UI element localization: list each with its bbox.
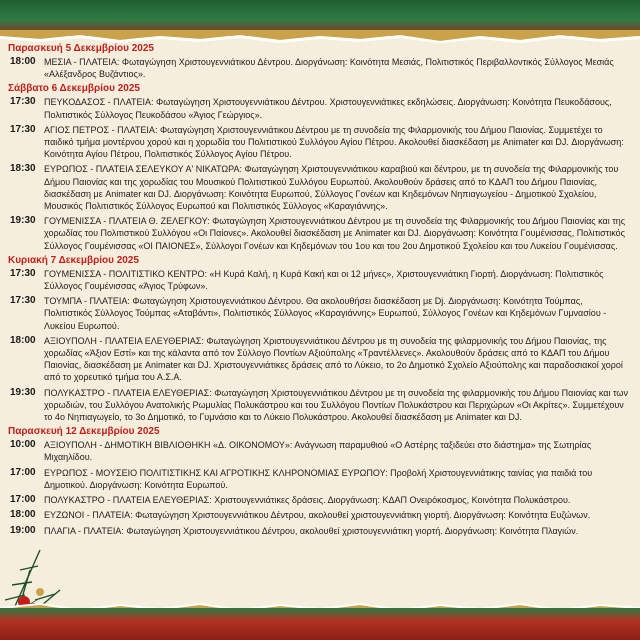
event-description: ΠΕΥΚΟΔΑΣΟΣ - ΠΛΑΤΕΙΑ: Φωταγώγηση Χριστουγεννιάτικου Δέντρου. Χριστουγεννιάτικες εκδηλώσεις. Διοργάνωση: Κοινότητα Πευκοδάσους, Πολιτιστικός Σύλλογος Πευκοδάσου «Άγιος Γεώργιος». [44,97,612,120]
event-description: ΕΥΡΩΠΟΣ - ΜΟΥΣΕΙΟ ΠΟΛΙΤΙΣΤΙΚΗΣ ΚΑΙ ΑΓΡΟΤΙΚΗΣ ΚΛΗΡΟΝΟΜΙΑΣ ΕΥΡΩΠΟΥ: Προβολή Χριστουγεννιάτικης ταινίας για παιδιά του Δημοτικού. Διοργάνωση: Κοινότητα Ευρωπού. [44,467,593,490]
day-title: Σάββατο 6 Δεκεμβρίου 2025 [8,83,140,95]
event-description: ΠΟΛΥΚΑΣΤΡΟ - ΠΛΑΤΕΙΑ ΕΛΕΥΘΕΡΙΑΣ: Χριστουγεννιάτικες δράσεις. Διοργάνωση: ΚΔΑΠ Ονειρόκοσμος, Κοινότητα Πολυκάστρου. [44,495,571,506]
event-row [8,525,630,537]
event-description: ΓΟΥΜΕΝΙΣΣΑ - ΠΟΛΙΤΙΣΤΙΚΟ ΚΕΝΤΡΟ: «Η Κυρά Καλή, η Κυρά Κακή και οι 12 μήνες», Χριστουγεννιάτικη Γιορτή. Διοργάνωση: Πολιτιστικός Σύλλογος Γουμένισσας «Άγιος Τρύφων». [44,268,604,292]
event-description: ΑΓΙΟΣ ΠΕΤΡΟΣ - ΠΛΑΤΕΙΑ: Φωταγώγηση Χριστουγεννιάτικου Δέντρου με τη συνοδεία της Φιλαρμονικής του Δήμου Παιονίας. Συμμετέχει το παιδικό τμήμα μοντέρνου χορού και η χορωδία του Πολιτιστικού Συλλόγου Αγίου Πέτρου. Ακολουθεί διασκέδαση με Animater και DJ. Διοργάνωση: Κοινότητα Αγίου Πέτρου, Πολιτιστικός Σύλλογος Αγίου Πέτρου. [44,124,624,160]
event-row [8,163,630,212]
event-time: 18:30 [10,163,36,175]
event-time: 17:30 [10,96,36,108]
event-time: 18:00 [10,509,36,521]
event-row [8,96,630,120]
event-description: ΓΟΥΜΕΝΙΣΣΑ - ΠΛΑΤΕΙΑ Θ. ΖΕΛΕΓΚΟΥ: Φωταγώγηση Χριστουγεννιάτικου Δέντρου με τη συνοδεία της Φιλαρμονικής του Δήμου Παιονίας και της χορωδίας του Πολιτιστικού Συλλόγου «Οι Παίονες». Ακολουθεί διασκέδαση με Animater και DJ. Διοργάνωση: Κοινότητα Γουμένισσας, Πολιτιστικός Σύλλογος Γουμένισσας «ΟΙ ΠΑΙΟΝΕΣ», Σύλλογοι Γονέων και Κηδεμόνων του 1ου και του 2ου Δημοτικού Σχολείου και του Λυκείου Γουμένισσας. [44,216,626,251]
event-description: ΑΞΙΟΥΠΟΛΗ - ΠΛΑΤΕΙΑ ΕΛΕΥΘΕΡΙΑΣ: Φωταγώγηση Χριστουγεννιάτικου Δέντρου με τη συνοδεία της φιλαρμονικής του Δήμου Παιονίας, της χορωδίας «Άξιον Εστί» και της κάλαντα από τον Σύλλογο Ποντίων Αξιούπολης «Τραντέλλενες». Ακολουθούν δράσεις από το ΚΔΑΠ του Δήμου Παιονίας, διασκέδαση με Animater και DJ. Χριστουγεννιάτικες δράσεις από το Λύκειο, το 2ο Δημοτικό Σχολείο Αξιούπολης και παραδοσιακοί χοροί από το χορευτικό τμήμα του Α.Σ.Α. [44,335,623,383]
event-time: 17:30 [10,295,36,307]
day-title: Κυριακή 7 Δεκεμβρίου 2025 [8,254,139,266]
day-block [8,83,630,251]
bottom-decorative-band [0,608,640,640]
event-row [8,387,630,424]
event-time: 17:00 [10,494,36,506]
event-row [8,56,630,80]
event-description: ΕΥΡΩΠΟΣ - ΠΛΑΤΕΙΑ ΣΕΛΕΥΚΟΥ Α' ΝΙΚΑΤΩΡΑ: Φωταγώγηση Χριστουγεννιάτικου καραβιού και δέντρου, με τη συνοδεία της Φιλαρμονικής του Δήμου Παιονίας και της χορωδίας του Μουσικού Πολιτιστικού Συλλόγου Ευρωπού. Ακολουθούν δράσεις από το ΚΔΑΠ του Δήμου Παιονίας, διασκέδαση με Animater και DJ. Διοργάνωση: Κοινότητα Ευρωπού, Σύλλογος Γονέων και Κηδεμόνων Νηπιαγωγείου - Δημοτικού Σχολείου, Μουσικός Πολιτιστικός Σύλλογος Ευρωπού και Πολιτιστικός Σύλλογος «Καραγιάννης». [44,164,619,212]
event-time: 19:30 [10,215,36,227]
event-time: 17:30 [10,267,36,279]
event-time: 19:30 [10,386,36,398]
day-title: Παρασκευή 5 Δεκεμβρίου 2025 [8,43,154,54]
day-block [8,255,630,423]
event-time: 17:30 [10,123,36,135]
schedule-content [8,42,630,602]
event-description: ΑΞΙΟΥΠΟΛΗ - ΔΗΜΟΤΙΚΗ ΒΙΒΛΙΟΘΗΚΗ «Δ. ΟΙΚΟΝΟΜΟΥ»: Ανάγνωση παραμυθιού «Ο Αστέρης ταξιδεύει στο διάστημα» της Σωτηρίας Μιχαηλίδου. [44,440,592,463]
event-row [8,124,630,161]
event-time: 18:00 [10,56,36,67]
day-title: Παρασκευή 12 Δεκεμβρίου 2025 [8,426,160,438]
event-row [8,467,630,491]
event-row [8,335,630,384]
event-description: ΠΛΑΓΙΑ - ΠΛΑΤΕΙΑ: Φωταγώγηση Χριστουγεννιάτικου Δέντρου, ακολουθεί χριστουγεννιάτικη γιορτή. Διοργάνωση: Κοινότητα Πλαγιών. [44,525,579,536]
event-description: ΠΟΛΥΚΑΣΤΡΟ - ΠΛΑΤΕΙΑ ΕΛΕΥΘΕΡΙΑΣ: Φωταγώγηση Χριστουγεννιάτικου Δέντρου με τη συνοδεία της φιλαρμονικής του Δήμου Παιονίας και των χορωδιών, του Συλλόγου Ανατολικής Ρωμυλίας Πολυκάστρου και του Συλλόγου Ποντίων Πολυκάστρου και Περιχώρων «Οι Ακρίτες». Συμμετέχουν το 4ο Νηπιαγωγείο, το 3ο Δημοτικό, το Γυμνάσιο και το Λύκειο Πολυκάστρου. Ακολουθεί διασκέδαση με Animater και DJ. [44,387,628,423]
event-row [8,268,630,292]
event-description: ΕΥΖΩΝΟΙ - ΠΛΑΤΕΙΑ: Φωταγώγηση Χριστουγεννιάτικου Δέντρου, ακολουθεί χριστουγεννιάτικη γιορτή. Διοργάνωση: Κοινότητα Ευζώνων. [44,510,591,521]
event-row [8,295,630,332]
event-time: 19:00 [10,524,36,536]
event-row [8,215,630,252]
event-time: 10:00 [10,439,36,451]
day-block [8,426,630,536]
event-description: ΤΟΥΜΠΑ - ΠΛΑΤΕΙΑ: Φωταγώγηση Χριστουγεννιάτικου Δέντρου. Θα ακολουθήσει διασκέδαση με Dj. Διοργάνωση: Κοινότητα Τούμπας, Πολιτιστικός Σύλλογος Τούμπας «Αταβάντι», Πολιτιστικός Σύλλογος «Καραγιάννης» Ευρωπού, Σύλλογος Γονέων και Κηδεμόνων Γυμνασίου - Λυκείου Ευρωπού. [44,296,607,331]
event-time: 18:00 [10,334,36,346]
day-block [8,43,630,80]
event-row [8,509,630,521]
event-row [8,494,630,506]
event-time: 17:00 [10,466,36,478]
event-row [8,439,630,463]
event-description: ΜΕΣΙΑ - ΠΛΑΤΕΙΑ: Φωταγώγηση Χριστουγεννιάτικου Δέντρου. Διοργάνωση: Κοινότητα Μεσιάς, Πολιτιστικός Περιβαλλοντικός Σύλλογος Μεσιάς «Αλέξανδρος Βυζάντιος». [44,57,614,80]
